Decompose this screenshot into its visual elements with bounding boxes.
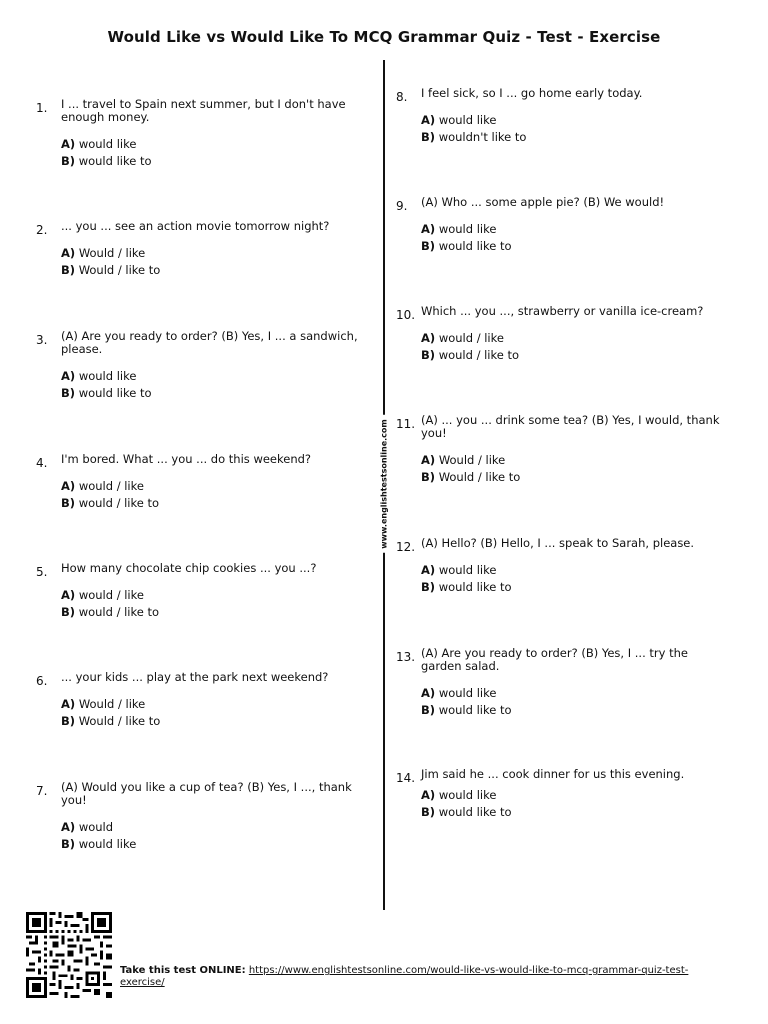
option-b[interactable]	[421, 238, 731, 255]
footer	[120, 965, 720, 989]
question-7	[36, 780, 371, 853]
question-4	[36, 452, 371, 512]
option-text: would like	[438, 788, 497, 802]
option-text: would like	[438, 686, 497, 700]
question-11	[396, 413, 731, 486]
option-text: would like to	[78, 386, 152, 400]
option-letter: B)	[61, 263, 76, 277]
question-number: 14.	[396, 771, 416, 785]
option-text: would	[78, 820, 114, 834]
question-text: (A) Would you like a cup of tea? (B) Yes, I ..., thank you!	[61, 780, 352, 807]
question-number: 11.	[396, 417, 416, 431]
question-14	[396, 767, 731, 821]
option-letter: A)	[61, 369, 76, 383]
question-number: 13.	[396, 650, 416, 664]
option-text: would / like to	[78, 496, 160, 510]
option-b[interactable]	[61, 836, 371, 853]
option-letter: B)	[421, 805, 436, 819]
question-text: (A) ... you ... drink some tea? (B) Yes, I would, thank you!	[421, 413, 720, 440]
option-text: would / like to	[438, 348, 520, 362]
option-b[interactable]	[61, 385, 371, 402]
question-2	[36, 219, 371, 279]
answer-options	[61, 245, 371, 279]
option-text: would like to	[438, 805, 512, 819]
question-number: 2.	[36, 223, 48, 237]
option-b[interactable]	[61, 153, 371, 170]
question-number: 12.	[396, 540, 416, 554]
option-a[interactable]	[421, 452, 731, 469]
option-letter: A)	[421, 563, 436, 577]
answer-options	[421, 112, 731, 146]
option-letter: B)	[421, 470, 436, 484]
option-text: would like	[438, 563, 497, 577]
answer-options	[421, 562, 731, 596]
option-letter: A)	[421, 222, 436, 236]
option-letter: A)	[421, 331, 436, 345]
option-text: would / like	[78, 479, 144, 493]
option-text: Would / like	[78, 246, 146, 260]
question-text: I ... travel to Spain next summer, but I don't have enough money.	[61, 97, 346, 124]
option-a[interactable]	[61, 368, 371, 385]
question-12	[396, 536, 731, 596]
answer-options	[61, 136, 371, 170]
option-a[interactable]	[421, 112, 731, 129]
question-text: Jim said he ... cook dinner for us this evening.	[421, 767, 685, 781]
option-text: would like	[438, 113, 497, 127]
question-number: 6.	[36, 674, 48, 688]
answer-options	[61, 819, 371, 853]
option-letter: A)	[61, 137, 76, 151]
option-letter: A)	[61, 246, 76, 260]
option-a[interactable]	[61, 478, 371, 495]
option-text: would like	[78, 137, 137, 151]
option-text: would like	[78, 837, 137, 851]
option-a[interactable]	[421, 685, 731, 702]
question-text: (A) Who ... some apple pie? (B) We would!	[421, 195, 665, 209]
question-8	[396, 86, 731, 146]
question-1	[36, 97, 371, 170]
question-9	[396, 195, 731, 255]
option-b[interactable]	[61, 495, 371, 512]
option-text: Would / like to	[78, 263, 161, 277]
option-a[interactable]	[61, 696, 371, 713]
option-b[interactable]	[421, 469, 731, 486]
answer-options	[61, 696, 371, 730]
option-letter: A)	[421, 113, 436, 127]
question-text: ... your kids ... play at the park next weekend?	[61, 670, 329, 684]
option-a[interactable]	[61, 587, 371, 604]
option-b[interactable]	[421, 129, 731, 146]
answer-options	[421, 685, 731, 719]
question-text: Which ... you ..., strawberry or vanilla ice-cream?	[421, 304, 704, 318]
option-text: would like to	[438, 703, 512, 717]
option-b[interactable]	[421, 702, 731, 719]
question-text: I feel sick, so I ... go home early today.	[421, 86, 643, 100]
option-letter: B)	[421, 580, 436, 594]
option-letter: A)	[61, 479, 76, 493]
question-13	[396, 646, 731, 719]
question-5	[36, 561, 371, 621]
option-letter: A)	[61, 820, 76, 834]
option-b[interactable]	[421, 579, 731, 596]
footer-label: Take this test ONLINE:	[120, 965, 246, 976]
option-letter: B)	[61, 496, 76, 510]
option-letter: B)	[421, 703, 436, 717]
option-text: would / like to	[78, 605, 160, 619]
test-online-link[interactable]: https://www.englishtestsonline.com/would-like-vs-would-like-to-mcq-grammar-quiz-test-exercise/	[120, 965, 689, 988]
option-letter: B)	[61, 605, 76, 619]
answer-options	[61, 478, 371, 512]
page-title: Would Like vs Would Like To MCQ Grammar Quiz - Test - Exercise	[107, 28, 661, 46]
question-text: (A) Are you ready to order? (B) Yes, I ... try the garden salad.	[421, 646, 688, 673]
option-text: would / like	[438, 331, 504, 345]
question-text: (A) Hello? (B) Hello, I ... speak to Sarah, please.	[421, 536, 695, 550]
option-text: Would / like to	[438, 470, 521, 484]
question-text: (A) Are you ready to order? (B) Yes, I ... a sandwich, please.	[61, 329, 358, 356]
option-text: would like	[438, 222, 497, 236]
option-letter: B)	[61, 386, 76, 400]
question-number: 3.	[36, 333, 48, 347]
question-number: 5.	[36, 565, 48, 579]
question-number: 10.	[396, 308, 416, 322]
answer-options	[421, 452, 731, 486]
option-letter: A)	[421, 453, 436, 467]
option-text: would like to	[78, 154, 152, 168]
answer-options	[61, 368, 371, 402]
option-text: would like to	[438, 580, 512, 594]
option-a[interactable]	[61, 245, 371, 262]
question-number: 1.	[36, 101, 48, 115]
question-3	[36, 329, 371, 402]
question-text: I'm bored. What ... you ... do this weekend?	[61, 452, 312, 466]
option-letter: A)	[61, 588, 76, 602]
question-10	[396, 304, 731, 364]
option-letter: B)	[421, 239, 436, 253]
option-b[interactable]	[61, 262, 371, 279]
question-number: 7.	[36, 784, 48, 798]
option-a[interactable]	[61, 136, 371, 153]
option-b[interactable]	[421, 347, 731, 364]
option-letter: A)	[61, 697, 76, 711]
option-letter: B)	[61, 154, 76, 168]
question-text: ... you ... see an action movie tomorrow night?	[61, 219, 330, 233]
option-text: wouldn't like to	[438, 130, 527, 144]
option-text: would like to	[438, 239, 512, 253]
option-a[interactable]	[421, 787, 731, 804]
option-a[interactable]	[61, 819, 371, 836]
option-b[interactable]	[61, 604, 371, 621]
question-number: 8.	[396, 90, 408, 104]
qr-code-icon[interactable]	[24, 912, 114, 998]
answer-options	[61, 587, 371, 621]
option-b[interactable]	[61, 713, 371, 730]
option-text: Would / like	[78, 697, 146, 711]
option-letter: A)	[421, 788, 436, 802]
option-a[interactable]	[421, 562, 731, 579]
answer-options	[421, 221, 731, 255]
question-6	[36, 670, 371, 730]
option-letter: B)	[421, 130, 436, 144]
answer-options	[421, 787, 731, 821]
option-letter: B)	[61, 714, 76, 728]
option-a[interactable]	[421, 330, 731, 347]
answer-options	[421, 330, 731, 364]
option-letter: B)	[61, 837, 76, 851]
option-text: would / like	[78, 588, 144, 602]
option-b[interactable]	[421, 804, 731, 821]
question-number: 4.	[36, 456, 48, 470]
option-letter: A)	[421, 686, 436, 700]
option-a[interactable]	[421, 221, 731, 238]
side-watermark-text: www.englishtestsonline.com	[380, 415, 389, 553]
option-text: Would / like	[438, 453, 506, 467]
option-text: Would / like to	[78, 714, 161, 728]
option-text: would like	[78, 369, 137, 383]
question-text: How many chocolate chip cookies ... you ...?	[61, 561, 317, 575]
option-letter: B)	[421, 348, 436, 362]
question-number: 9.	[396, 199, 408, 213]
